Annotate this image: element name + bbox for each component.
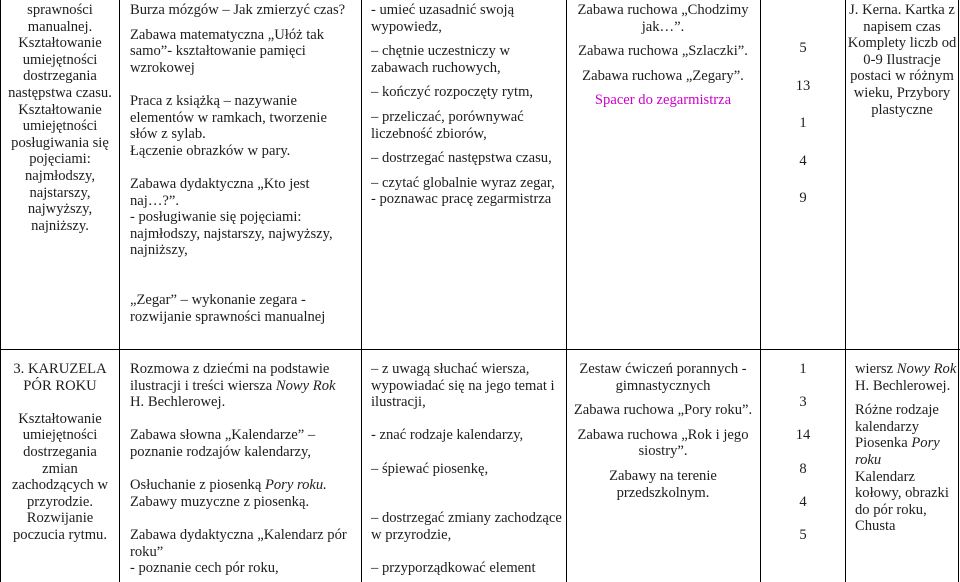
row2-outcome: – śpiewać piosenkę,: [371, 460, 489, 477]
table-border-right: [958, 0, 959, 582]
row1-outcome: – czytać globalnie wyraz zegar,: [371, 174, 555, 191]
row2-outcome: – dostrzegać zmiany zachodzące w przyrodzie,: [371, 510, 562, 543]
row1-movement-game: Zabawa ruchowa „Szlaczki”.: [578, 43, 748, 60]
row1-activity: Zabawa dydaktyczna „Kto jest naj…?”.: [130, 175, 310, 209]
row1-outcomes-cell: [371, 2, 561, 208]
row2-activity: Zabawa słowna „Kalendarze” – poznanie rodzajów kalendarzy,: [130, 427, 316, 460]
row1-activity: „Zegar” – wykonanie zegara - rozwijanie sprawności manualnej: [130, 292, 326, 325]
row2-activity: Zabawy muzyczne z piosenką.: [130, 493, 310, 510]
row2-activity: - poznanie cech pór roku,: [130, 560, 279, 577]
row1-goal-text: sprawności manualnej.: [27, 2, 93, 35]
row1-activity: Burza mózgów – Jak zmierzyć czas?: [130, 2, 346, 18]
row1-numbers-cell: [762, 40, 844, 228]
row2-activity: Zabawa dydaktyczna „Kalendarz pór roku”: [130, 526, 347, 560]
row2-goals-cell: [4, 361, 116, 544]
row2-movement-game: Zestaw ćwiczeń porannych - gimnastycznych: [579, 361, 747, 394]
row1-activity: Praca z książką – nazywanie elementów w ramkach, tworzenie słów z sylab.: [130, 92, 327, 143]
row2-number: 5: [799, 526, 807, 543]
row1-outcome: – dostrzegać następstwa czasu,: [371, 150, 552, 167]
row1-activity: Zabawa matematyczna „Ułóż tak samo”- kształtowanie pamięci wzrokowej: [130, 26, 325, 76]
row2-section-title: 3. KARUZELA PÓR ROKU: [13, 361, 107, 394]
poem-title: Nowy Rok: [896, 361, 957, 377]
row1-outcome: - poznawac pracę zegarmistrza: [371, 191, 552, 208]
row2-number: 3: [799, 394, 807, 411]
row2-number: 4: [799, 493, 807, 510]
row2-outcomes-cell: [371, 361, 563, 577]
row1-movement-game: Zabawa ruchowa „Zegary”.: [582, 67, 744, 84]
song-title: Pory roku: [855, 435, 940, 468]
row1-number: 9: [799, 190, 807, 207]
column-divider-4: [760, 0, 761, 582]
row2-material: Kalendarz kołowy, obrazki do pór roku, Chusta: [855, 468, 949, 535]
row1-goal-text: Kształtowanie umiejętności dostrzegania następstwa czasu.: [8, 35, 112, 101]
row1-outcome: – chętnie uczestniczy w zabawach ruchowych,: [371, 43, 510, 76]
row1-outcome: – kończyć rozpoczęty rytm,: [371, 84, 534, 101]
row2-activity: Rozmowa z dziećmi na podstawie ilustracji i treści wiersza Nowy Rok H. Bechlerowej.: [130, 361, 336, 411]
row2-outcome: - znać rodzaje kalendarzy,: [371, 427, 524, 444]
row1-goal-text: Kształtowanie umiejętności posługiwania się pojęciami: najmłodszy, najstarszy, najwyższy, najniższy.: [11, 101, 109, 234]
row1-number: 13: [795, 77, 811, 94]
row2-outcome: – z uwagą słuchać wiersza, wypowiadać się na jego temat i ilustracji,: [371, 361, 555, 411]
row2-movement-game: Zabawy na terenie przedszkolnym.: [609, 467, 717, 501]
row2-material: wiersz Nowy Rok H. Bechlerowej.: [855, 361, 957, 394]
row2-material: Różne rodzaje kalendarzy Piosenka Pory roku: [855, 402, 940, 468]
column-divider-2: [361, 0, 362, 582]
row2-numbers-cell: [762, 361, 844, 560]
row1-movement-cell: [568, 2, 758, 109]
row2-goal-text: Kształtowanie umiejętności dostrzegania zmian zachodzących w przyrodzie. Rozwijanie poczucia rytmu.: [11, 410, 108, 543]
column-divider-5: [845, 0, 846, 582]
row1-materials-text: J. Kerna. Kartka z napisem czas Komplety liczb od 0-9 Ilustracje postaci w różnym wieku, Przybory plastyczne: [847, 2, 957, 118]
row2-outcome: – przyporządkować element: [371, 560, 536, 577]
column-divider-3: [566, 0, 567, 582]
row1-outcome: – przeliczać, porównywać liczebność zbiorów,: [371, 108, 524, 142]
row2-activities-cell: [130, 361, 352, 577]
row1-activity: Łączenie obrazków w pary.: [130, 142, 291, 159]
column-divider-1: [119, 0, 120, 582]
row1-number: 5: [799, 40, 807, 56]
row-divider: [0, 349, 960, 350]
row1-goals-cell: [4, 2, 116, 234]
table-border-left: [0, 0, 1, 582]
row2-movement-game: Zabawa ruchowa „Rok i jego siostry”.: [577, 426, 749, 460]
row2-movement-cell: [568, 361, 758, 501]
row2-activity: Osłuchanie z piosenką Pory roku.: [130, 477, 327, 494]
row1-outcome: - umieć uzasadnić swoją wypowiedz,: [371, 2, 515, 35]
row1-activities-cell: [130, 2, 352, 325]
row2-movement-game: Zabawa ruchowa „Pory roku”.: [573, 402, 753, 419]
row2-number: 1: [799, 361, 807, 377]
row1-activity: - posługiwanie się pojęciami: najmłodszy, najstarszy, najwyższy, najniższy,: [130, 209, 333, 259]
row1-movement-game: Zabawa ruchowa „Chodzimy jak…”.: [577, 2, 749, 35]
row1-materials-cell: [847, 2, 957, 118]
row1-movement-walk: Spacer do zegarmistrza: [594, 92, 732, 109]
row2-number: 14: [795, 427, 811, 444]
poem-title: Nowy Rok: [275, 377, 336, 394]
row1-number: 1: [799, 115, 807, 132]
song-title: Pory roku.: [264, 477, 327, 494]
row2-materials-cell: [855, 361, 957, 535]
row2-number: 8: [799, 460, 807, 477]
row1-number: 4: [799, 152, 807, 169]
